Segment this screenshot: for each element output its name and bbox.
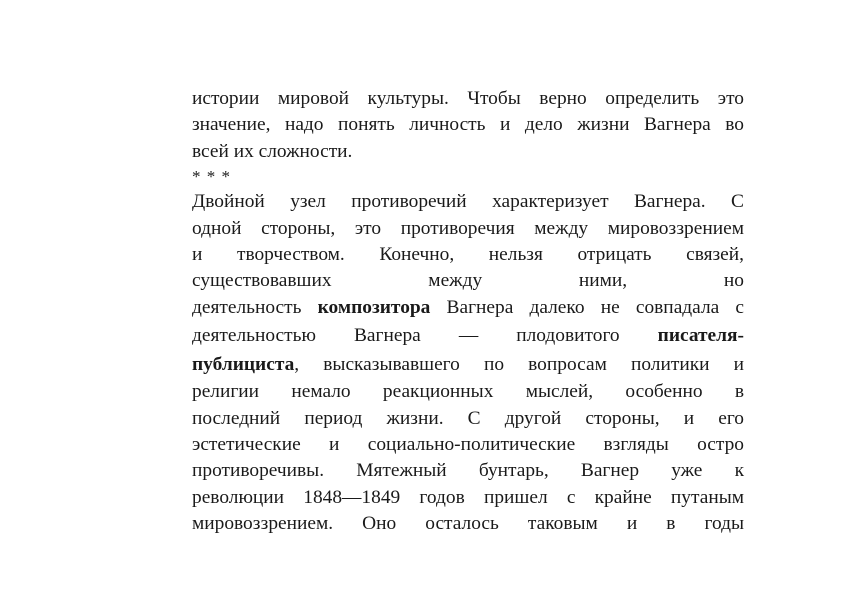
text-run: революции 1848—1849 годов пришел с крайне путаным [192,486,744,508]
text-line [192,242,744,268]
text-line [192,379,744,405]
bold-term: композитора [317,296,431,318]
text-line [192,112,744,138]
text-line [192,295,744,321]
text-run: Двойной узел противоречий характеризует Вагнера. С [192,191,744,213]
text-run: , высказывавшего по вопросам политики и [294,354,744,376]
text-run: эстетические и социально-политические взгляды остро [192,433,744,455]
text-run: религии немало реакционных мыслей, особенно в [192,381,744,403]
bold-term: писателя- [657,325,744,347]
separator-stars: * * * [192,167,231,187]
body-text [192,86,744,537]
text-run: деятельностью Вагнера — плодовитого [192,325,658,347]
text-line [192,458,744,484]
text-line [192,485,744,511]
text-line [192,350,744,379]
text-line [192,189,744,215]
text-line [192,406,744,432]
text-run: Вагнера далеко не совпадала с [430,296,744,318]
section-separator [192,165,744,189]
text-run: деятельность [192,296,318,318]
text-line [192,86,744,112]
text-run: мировоззрением. Оно осталось таковым и в годы [192,513,744,535]
text-line [192,216,744,242]
text-line [192,139,744,165]
bold-term: публициста [192,354,295,376]
text-line [192,511,744,537]
text-run: истории мировой культуры. Чтобы верно определить это [192,88,744,109]
text-line [192,321,744,350]
text-line [192,432,744,458]
text-run: противоречивы. Мятежный бунтарь, Вагнер уже к [192,460,744,482]
text-run: всей их сложности. [192,140,353,162]
text-run: одной стороны, это противоречия между мировоззрением [192,217,744,239]
text-run: существовавших между ними, но [192,270,744,292]
text-run: и творчеством. Конечно, нельзя отрицать связей, [192,243,744,265]
text-run: последний период жизни. С другой стороны, и его [192,407,744,429]
text-line [192,268,744,294]
text-run: значение, надо понять личность и дело жизни Вагнера во [192,114,744,136]
